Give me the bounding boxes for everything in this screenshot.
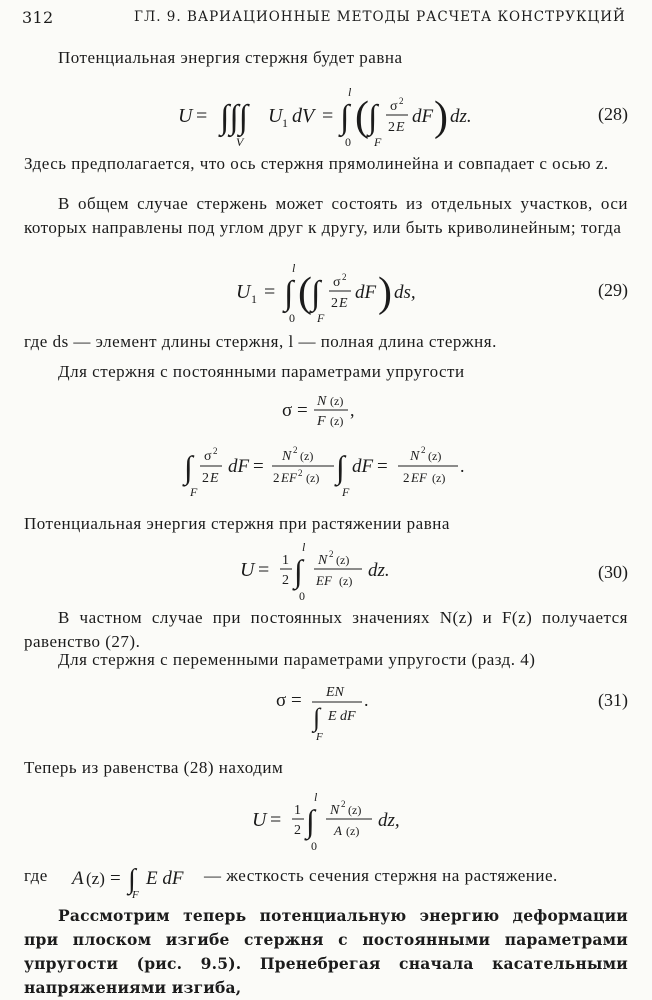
svg-text:l: l — [348, 85, 352, 99]
svg-text:EF: EF — [281, 470, 297, 485]
svg-text:N: N — [318, 553, 328, 568]
paragraph-2: Здесь предполагается, что ось стержня прямолинейна и совпадает с осью z. — [24, 154, 609, 173]
svg-text:=: = — [377, 456, 388, 477]
svg-text:F: F — [374, 135, 382, 149]
svg-text:N: N — [282, 449, 292, 464]
equation-identity — [0, 438, 652, 500]
svg-text:dF: dF — [355, 282, 377, 303]
svg-text:2: 2 — [202, 471, 209, 486]
equation-30-number: (30) — [598, 562, 628, 582]
equation-29-formula — [0, 256, 652, 328]
svg-text:E: E — [210, 471, 219, 486]
equation-sigma — [0, 390, 652, 434]
paragraph-1: Потенциальная энергия стержня будет равна — [58, 48, 403, 67]
svg-text:2: 2 — [388, 120, 395, 135]
paragraph-6: Потенциальная энергия стержня при растяжении равна — [24, 514, 450, 533]
svg-text:2: 2 — [331, 296, 338, 311]
svg-text:): ) — [434, 94, 448, 140]
paragraph-10 — [24, 858, 628, 898]
paragraph-3: В общем случае стержень может состоять из отдельных участков, оси которых направлены под углом друг к другу, или быть криволинейным; тогда — [24, 194, 628, 237]
svg-text:=: = — [253, 456, 264, 477]
svg-text:ds,: ds, — [394, 282, 416, 303]
svg-text:E dF: E dF — [328, 709, 356, 724]
paragraph-5: Для стержня с постоянными параметрами упругости — [58, 362, 465, 381]
svg-text:∫∫∫: ∫∫∫ — [220, 99, 248, 136]
svg-text:0: 0 — [311, 839, 317, 853]
svg-text:.: . — [460, 456, 465, 476]
paragraph-7: В частном случае при постоянных значениях N(z) и F(z) получается равенство (27). — [24, 608, 628, 651]
paragraph-4: где ds — элемент длины стержня, l — полная длина стержня. — [24, 332, 497, 351]
svg-text:E dF: E dF — [146, 868, 184, 889]
svg-text:0: 0 — [299, 589, 305, 603]
svg-text:(z): (z) — [330, 414, 344, 428]
svg-text:,: , — [350, 400, 355, 420]
equation-29 — [0, 256, 652, 328]
svg-text:F: F — [316, 731, 323, 742]
svg-text:): ) — [378, 270, 392, 316]
svg-text:σ =: σ = — [282, 400, 308, 421]
svg-text:EF: EF — [411, 470, 427, 485]
svg-text:∫: ∫ — [284, 275, 294, 312]
svg-text:∫: ∫ — [306, 803, 315, 839]
svg-text:(z): (z) — [428, 449, 442, 463]
svg-text:=: = — [196, 105, 208, 127]
svg-text:σ: σ — [333, 275, 341, 290]
svg-text:1: 1 — [294, 803, 301, 818]
paragraph-10-suffix: — жесткость сечения стержня на растяжение. — [204, 866, 558, 885]
svg-text:0: 0 — [289, 311, 295, 325]
equation-31-formula — [0, 676, 652, 742]
svg-text:(z): (z) — [339, 574, 353, 588]
svg-text:2: 2 — [399, 96, 404, 106]
svg-text:.: . — [364, 690, 369, 710]
paragraph-9: Теперь из равенства (28) находим — [24, 758, 284, 777]
svg-text:2: 2 — [342, 272, 347, 282]
svg-text:E: E — [396, 120, 405, 135]
svg-text:2: 2 — [273, 470, 280, 485]
svg-text:dz.: dz. — [368, 560, 390, 581]
svg-text:1: 1 — [282, 116, 288, 130]
svg-text:1: 1 — [282, 553, 289, 568]
svg-text:F: F — [317, 414, 326, 429]
svg-text:N: N — [317, 394, 327, 409]
svg-text:(z): (z) — [432, 471, 446, 485]
equation-30 — [0, 538, 652, 604]
equation-sigma-formula — [0, 390, 652, 434]
svg-text:EF: EF — [316, 573, 332, 588]
svg-text:σ =: σ = — [276, 690, 302, 711]
svg-text:V: V — [236, 135, 244, 149]
svg-text:(z): (z) — [348, 803, 362, 817]
svg-text:2: 2 — [403, 470, 410, 485]
svg-text:(: ( — [355, 94, 369, 140]
running-title: ГЛ. 9. ВАРИАЦИОННЫЕ МЕТОДЫ РАСЧЕТА КОНСТРУКЦИЙ — [134, 9, 626, 25]
svg-text:(z): (z) — [330, 394, 344, 408]
equation-31-number: (31) — [598, 690, 628, 710]
svg-text:l: l — [314, 790, 318, 804]
svg-text:F: F — [132, 889, 139, 898]
svg-text:EN: EN — [326, 685, 344, 700]
equation-u-stiffness-formula — [0, 784, 652, 854]
svg-text:2: 2 — [282, 573, 289, 588]
svg-text:=: = — [270, 809, 282, 831]
svg-text:=: = — [264, 281, 276, 303]
svg-text:dF: dF — [412, 106, 434, 127]
svg-text:(z): (z) — [86, 869, 105, 888]
svg-text:σ: σ — [390, 99, 398, 114]
svg-text:U: U — [240, 559, 255, 581]
svg-text:∫: ∫ — [294, 553, 303, 589]
svg-text:(: ( — [298, 270, 312, 316]
svg-text:N: N — [410, 449, 420, 464]
svg-text:=: = — [322, 105, 334, 127]
page-number: 312 — [22, 8, 54, 27]
svg-text:dz.: dz. — [450, 106, 472, 127]
svg-text:=: = — [258, 559, 270, 581]
svg-text:∫: ∫ — [340, 99, 350, 136]
svg-text:∫: ∫ — [336, 449, 345, 485]
svg-text:E: E — [339, 296, 348, 311]
equation-u-stiffness — [0, 784, 652, 854]
svg-text:∫: ∫ — [311, 275, 321, 312]
equation-28-formula — [0, 80, 652, 150]
svg-text:l: l — [302, 540, 306, 554]
svg-text:0: 0 — [345, 135, 351, 149]
svg-text:U: U — [252, 809, 267, 831]
svg-text:2: 2 — [341, 799, 346, 809]
svg-text:l: l — [292, 261, 296, 275]
equation-28 — [0, 80, 652, 150]
svg-text:(z): (z) — [300, 449, 314, 463]
equation-30-formula — [0, 538, 652, 604]
svg-text:1: 1 — [251, 292, 257, 306]
paragraph-8: Для стержня с переменными параметрами упругости (разд. 4) — [58, 650, 536, 669]
svg-text:(z): (z) — [306, 471, 320, 485]
svg-text:∫: ∫ — [368, 99, 378, 136]
svg-text:(z): (z) — [336, 553, 350, 567]
paragraph-11: Рассмотрим теперь потенциальную энергию деформации при плоском изгибе стержня с постоянными параметрами упругости (рис. 9.5). Пренебрегая сначала касательными напряжениями изгиба, — [24, 906, 628, 997]
equation-31 — [0, 676, 652, 742]
svg-text:F: F — [317, 311, 325, 325]
svg-text:dF: dF — [228, 456, 250, 477]
svg-text:∫: ∫ — [313, 703, 321, 732]
svg-text:A: A — [72, 868, 84, 889]
equation-28-number: (28) — [598, 104, 628, 124]
stiffness-definition-formula — [68, 858, 198, 898]
svg-text:(z): (z) — [346, 824, 360, 838]
equation-29-number: (29) — [598, 280, 628, 300]
svg-text:2: 2 — [294, 823, 301, 838]
svg-text:2: 2 — [298, 468, 303, 478]
svg-text:dV: dV — [292, 105, 315, 127]
svg-text:dz,: dz, — [378, 810, 400, 831]
svg-text:A: A — [334, 823, 342, 838]
svg-text:F: F — [190, 485, 198, 499]
running-header — [22, 6, 628, 30]
svg-text:U: U — [236, 281, 251, 303]
svg-text:2: 2 — [329, 549, 334, 559]
equation-identity-formula — [0, 438, 652, 500]
svg-text:2: 2 — [213, 446, 218, 456]
svg-text:dF: dF — [352, 456, 374, 477]
svg-text:σ: σ — [204, 449, 212, 464]
svg-text:=: = — [110, 868, 121, 889]
svg-text:2: 2 — [293, 445, 298, 455]
svg-text:2: 2 — [421, 445, 426, 455]
svg-text:∫: ∫ — [184, 449, 193, 485]
svg-text:U: U — [268, 105, 283, 127]
svg-text:∫: ∫ — [128, 864, 136, 895]
svg-text:N: N — [330, 803, 340, 818]
svg-text:F: F — [342, 485, 350, 499]
svg-text:U: U — [178, 105, 193, 127]
paragraph-10-prefix: где — [24, 866, 48, 885]
